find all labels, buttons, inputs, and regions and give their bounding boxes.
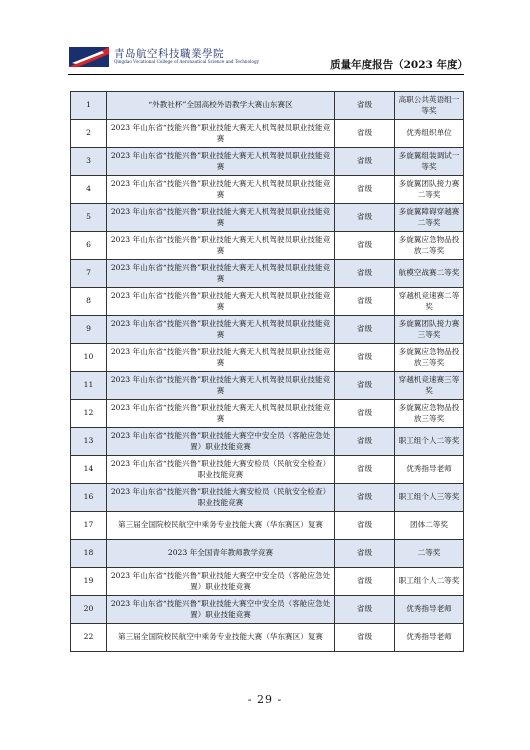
table-row [71,512,464,540]
level-cell: 省级 [335,316,395,344]
row-number-cell: 20 [71,596,107,624]
level-cell: 省级 [335,288,395,316]
row-number-cell: 22 [71,624,107,652]
table-row [71,344,464,372]
row-number-cell: 9 [71,316,107,344]
level-cell: 省级 [335,484,395,512]
award-cell: 职工组个人二等奖 [395,568,464,596]
level-cell: 省级 [335,232,395,260]
award-cell: 优秀指导老师 [395,456,464,484]
row-number-cell: 3 [71,148,107,176]
row-number-cell: 14 [71,456,107,484]
award-cell: 多旋翼团队接力赛三等奖 [395,316,464,344]
table-row [71,232,464,260]
table-row [71,148,464,176]
school-name-en: Qingdao Vocational College of Aeronautical Science and Technology [114,59,260,64]
row-number-cell: 13 [71,428,107,456]
level-cell: 省级 [335,400,395,428]
competition-name-cell: 2023 年山东省“技能兴鲁”职业技能大赛无人机驾驶员职业技能竞赛 [107,232,335,260]
row-number-cell: 12 [71,400,107,428]
table-row [71,428,464,456]
competition-name-cell: 2023 年山东省“技能兴鲁”职业技能大赛无人机驾驶员职业技能竞赛 [107,120,335,148]
table-row [71,316,464,344]
table-row [71,456,464,484]
school-name: 青岛航空科技職業學院 [114,48,224,60]
row-number-cell: 7 [71,260,107,288]
level-cell: 省级 [335,512,395,540]
level-cell: 省级 [335,372,395,400]
level-cell: 省级 [335,428,395,456]
competition-name-cell: 第三届全国院校民航空中乘务专业技能大赛（华东赛区）复赛 [107,624,335,652]
awards-table [70,91,464,652]
table-row [71,260,464,288]
page-number: - 29 - [247,693,283,706]
award-cell: 职工组个人三等奖 [395,484,464,512]
competition-name-cell: 2023 年山东省“技能兴鲁”职业技能大赛无人机驾驶员职业技能竞赛 [107,316,335,344]
row-number-cell: 1 [71,92,107,120]
page-header [68,43,468,73]
table-row [71,568,464,596]
row-number-cell: 10 [71,344,107,372]
table-row [71,540,464,568]
award-cell: 多旋翼障碍穿越赛二等奖 [395,204,464,232]
award-cell: 穿越机竞速赛二等奖 [395,288,464,316]
competition-name-cell: 第三届全国院校民航空中乘务专业技能大赛（华东赛区）复赛 [107,512,335,540]
level-cell: 省级 [335,148,395,176]
competition-name-cell: 2023 年山东省“技能兴鲁”职业技能大赛无人机驾驶员职业技能竞赛 [107,400,335,428]
row-number-cell: 2 [71,120,107,148]
competition-name-cell: 2023 年山东省“技能兴鲁”职业技能大赛安检员（民航安全检查）职业技能竞赛 [107,484,335,512]
competition-name-cell: 2023 年山东省“技能兴鲁”职业技能大赛安检员（民航安全检查）职业技能竞赛 [107,456,335,484]
level-cell: 省级 [335,120,395,148]
level-cell: 省级 [335,92,395,120]
level-cell: 省级 [335,596,395,624]
header-divider [68,74,464,75]
school-logo-icon [68,45,110,69]
competition-name-cell: 2023 年山东省“技能兴鲁”职业技能大赛无人机驾驶员职业技能竞赛 [107,176,335,204]
award-cell: 优秀指导老师 [395,624,464,652]
award-cell: 团体二等奖 [395,512,464,540]
table-row [71,288,464,316]
table-row [71,120,464,148]
row-number-cell: 5 [71,204,107,232]
competition-name-cell: “外教社杯”全国高校外语教学大赛山东赛区 [107,92,335,120]
award-cell: 穿越机竞速赛三等奖 [395,372,464,400]
table-row [71,372,464,400]
competition-name-cell: 2023 年山东省“技能兴鲁”职业技能大赛无人机驾驶员职业技能竞赛 [107,344,335,372]
row-number-cell: 11 [71,372,107,400]
level-cell: 省级 [335,176,395,204]
row-number-cell: 19 [71,568,107,596]
award-cell: 优秀指导老师 [395,596,464,624]
competition-name-cell: 2023 年山东省“技能兴鲁”职业技能大赛空中安全员（客舱应急处置）职业技能竞赛 [107,596,335,624]
level-cell: 省级 [335,344,395,372]
award-cell: 多旋翼应急物品投放二等奖 [395,232,464,260]
table-row [71,624,464,652]
table-row [71,596,464,624]
award-cell: 多旋翼团队接力赛二等奖 [395,176,464,204]
competition-name-cell: 2023 年山东省“技能兴鲁”职业技能大赛空中安全员（客舱应急处置）职业技能竞赛 [107,428,335,456]
competition-name-cell: 2023 年山东省“技能兴鲁”职业技能大赛无人机驾驶员职业技能竞赛 [107,288,335,316]
level-cell: 省级 [335,456,395,484]
level-cell: 省级 [335,540,395,568]
level-cell: 省级 [335,624,395,652]
table-row [71,176,464,204]
table-row [71,92,464,120]
row-number-cell: 8 [71,288,107,316]
level-cell: 省级 [335,260,395,288]
level-cell: 省级 [335,204,395,232]
award-cell: 职工组个人二等奖 [395,428,464,456]
award-cell: 优秀组织单位 [395,120,464,148]
row-number-cell: 17 [71,512,107,540]
award-cell: 二等奖 [395,540,464,568]
award-cell: 航模空战赛二等奖 [395,260,464,288]
competition-name-cell: 2023 年山东省“技能兴鲁”职业技能大赛无人机驾驶员职业技能竞赛 [107,260,335,288]
table-row [71,400,464,428]
award-cell: 多旋翼应急物品投放三等奖 [395,344,464,372]
competition-name-cell: 2023 年全国青年教师教学竞赛 [107,540,335,568]
award-cell: 多旋翼应急物品投放三等奖 [395,400,464,428]
competition-name-cell: 2023 年山东省“技能兴鲁”职业技能大赛无人机驾驶员职业技能竞赛 [107,372,335,400]
award-cell: 高职公共英语组一等奖 [395,92,464,120]
row-number-cell: 18 [71,540,107,568]
competition-name-cell: 2023 年山东省“技能兴鲁”职业技能大赛无人机驾驶员职业技能竞赛 [107,204,335,232]
award-cell: 多旋翼组装调试一等奖 [395,148,464,176]
row-number-cell: 6 [71,232,107,260]
level-cell: 省级 [335,568,395,596]
competition-name-cell: 2023 年山东省“技能兴鲁”职业技能大赛空中安全员（客舱应急处置）职业技能竞赛 [107,568,335,596]
competition-name-cell: 2023 年山东省“技能兴鲁”职业技能大赛无人机驾驶员职业技能竞赛 [107,148,335,176]
table-row [71,204,464,232]
table-row [71,484,464,512]
row-number-cell: 4 [71,176,107,204]
row-number-cell: 16 [71,484,107,512]
report-title: 质量年度报告（2023 年度） [330,59,468,71]
